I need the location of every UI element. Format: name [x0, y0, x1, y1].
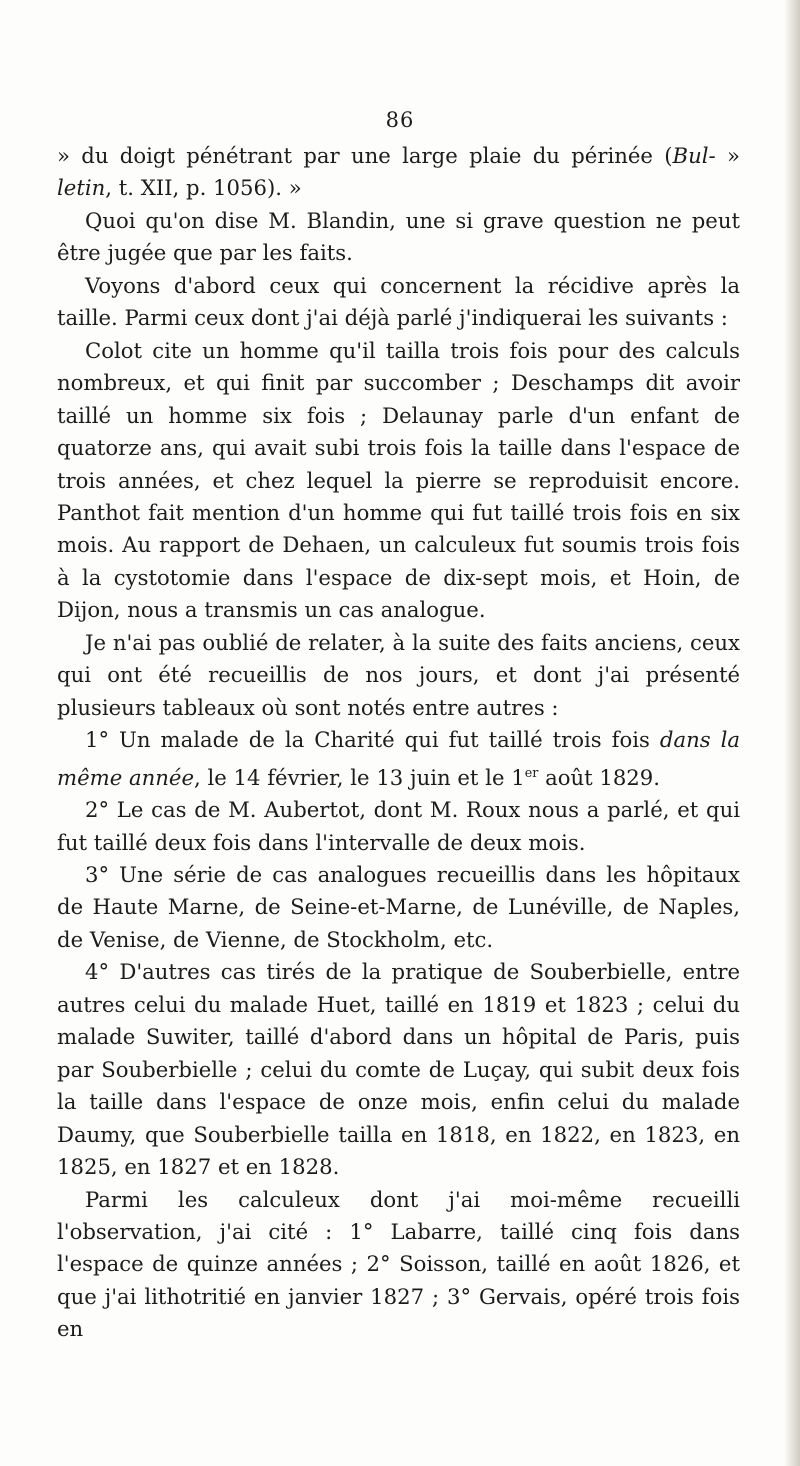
paragraph [57, 140, 740, 205]
paragraph [57, 1184, 740, 1346]
text-run: 2° Le cas de M. Aubertot, dont M. Roux nous a parlé, et qui fut taillé deux fois dans l'intervalle de deux mois. [57, 797, 740, 855]
italic-text: dans la même année [57, 727, 740, 790]
paragraph [57, 794, 740, 859]
paragraph [57, 859, 740, 956]
text-run: Voyons d'abord ceux qui concernent la récidive après la taille. Parmi ceux dont j'ai déjà parlé j'indiquerai les suivants : [57, 272, 740, 331]
text-run: , le 14 février, le 13 juin et le 1 [194, 764, 525, 790]
superscript: er [524, 764, 539, 780]
text-run: Je n'ai pas oublié de relater, à la suite des faits anciens, ceux qui ont été recueillis de nos jours, et dont j'ai présenté plusieurs tableaux où sont notés entre autres : [57, 629, 740, 720]
text-run: Colot cite un homme qu'il tailla trois fois pour des calculs nombreux, et qui finit par succomber ; Deschamps dit avoir taillé un homme six fois ; Delaunay parle d'un enfant de quatorze ans, qui avait subi trois fois la taille dans l'espace de trois années, et chez lequel la pierre se reproduisit encore. Panthot fait mention d'un homme qui fut taillé trois fois en six mois. Au rapport de Dehaen, un calculeux fut soumis trois fois à la cystotomie dans l'espace de dix-sept mois, et Hoin, de Dijon, nous a transmis un cas analogue. [57, 337, 740, 623]
paragraph [57, 270, 740, 335]
text-run: Quoi qu'on dise M. Blandin, une si grave question ne peut être jugée que par les faits. [57, 207, 740, 266]
page-number: 86 [385, 108, 415, 132]
paragraph [57, 956, 740, 1183]
text-run: août 1829. [538, 764, 661, 790]
text-run: 4° D'autres cas tirés de la pratique de Souberbielle, entre autres celui du malade Huet, taillé en 1819 et 1823 ; celui du malade Suwiter, taillé d'abord dans un hôpital de Paris, puis par Souberbielle ; celui du comte de Luçay, qui subit deux fois la taille dans l'espace de onze mois, enfin celui du malade Daumy, que Souberbielle tailla en 1818, en 1822, en 1823, en 1825, en 1827 et en 1828. [57, 959, 740, 1180]
text-run: 3° Une série de cas analogues recueillis dans les hôpitaux de Haute Marne, de Seine-et-Marne, de Lunéville, de Naples, de Venise, de Vienne, de Stockholm, etc. [57, 862, 740, 952]
italic-text: letin [57, 175, 106, 201]
text-run: Parmi les calculeux dont j'ai moi-même recueilli l'observation, j'ai cité : 1° Labarre, taillé cinq fois dans l'espace de quinze années ; 2° Soisson, taillé en août 1826, et que j'ai lithotritié en janvier 1827 ; 3° Gervais, opéré trois fois en [57, 1186, 740, 1342]
text-run: , t. XII, p. 1056). » [105, 175, 302, 201]
text-run: » [715, 143, 740, 168]
text-run: » du doigt pénétrant par une large plaie du périnée ( [57, 143, 673, 168]
paragraph [57, 205, 740, 270]
paragraph [57, 335, 740, 627]
paragraph [57, 724, 740, 794]
body-text [57, 140, 740, 1346]
paragraph [57, 627, 740, 724]
text-run: 1° Un malade de la Charité qui fut taillé trois fois [85, 727, 660, 753]
page-edge-shadow [784, 0, 800, 1466]
italic-text: Bul- [672, 143, 716, 168]
